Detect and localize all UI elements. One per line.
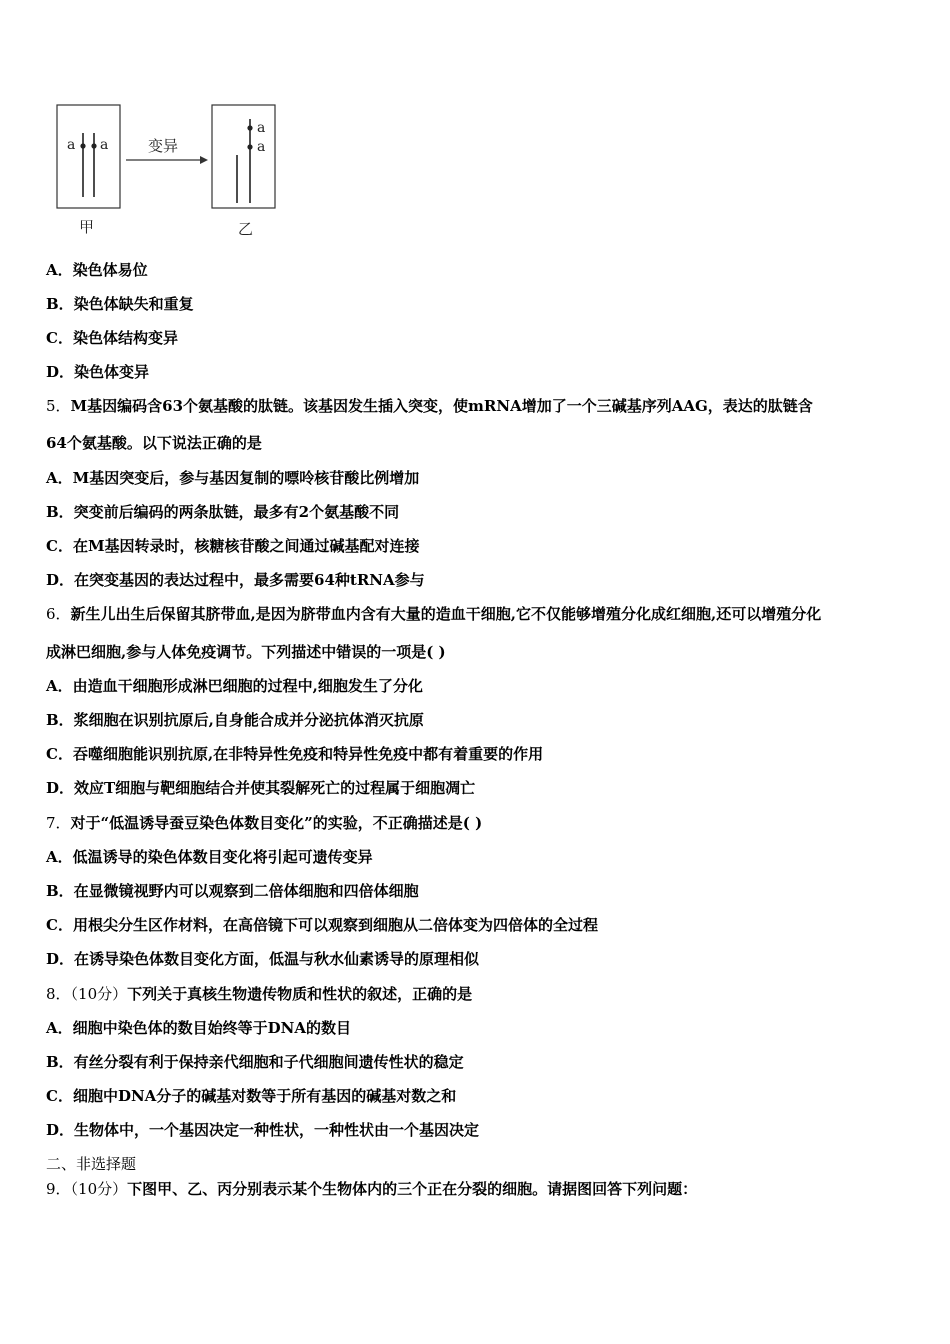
option-a: A．染色体易位 <box>46 261 148 279</box>
option-a: A．细胞中染色体的数目始终等于DNA的数目 <box>46 1019 351 1037</box>
question-6 <box>46 604 920 624</box>
question-text: M基因编码含63个氨基酸的肽链。该基因发生插入突变，使mRNA增加了一个三碱基序列AAG，表达的肽链含 <box>70 397 813 415</box>
allele-label: a <box>100 137 109 153</box>
allele-label: a <box>257 139 266 155</box>
option-b: B．染色体缺失和重复 <box>46 295 194 313</box>
option-c: C．在M基因转录时，核糖核苷酸之间通过碱基配对连接 <box>46 537 420 555</box>
option-d: D．染色体变异 <box>46 363 150 381</box>
question-number: 5． <box>46 397 71 415</box>
option-b: B．浆细胞在识别抗原后,自身能合成并分泌抗体消灭抗原 <box>46 711 424 729</box>
option-c: C．细胞中DNA分子的碱基对数等于所有基因的碱基对数之和 <box>46 1087 457 1105</box>
allele-dot-left-2 <box>91 143 96 148</box>
option-c: C．吞噬细胞能识别抗原,在非特异性免疫和特异性免疫中都有着重要的作用 <box>46 745 544 763</box>
option-d: D．效应T细胞与靶细胞结合并使其裂解死亡的过程属于细胞凋亡 <box>46 779 476 797</box>
question-text: 下图甲、乙、丙分别表示某个生物体内的三个正在分裂的细胞。请据图回答下列问题： <box>127 1180 698 1198</box>
allele-label: a <box>67 137 76 153</box>
allele-label: a <box>257 120 266 136</box>
question-text: 对于“低温诱导蚕豆染色体数目变化”的实验，不正确描述是( ) <box>70 814 483 832</box>
question-9 <box>46 1179 920 1199</box>
option-b: B．在显微镜视野内可以观察到二倍体细胞和四倍体细胞 <box>46 882 419 900</box>
question-5-cont: 64个氨基酸。以下说法正确的是 <box>46 434 262 452</box>
question-number: 7． <box>46 814 71 832</box>
question-text: 新生儿出生后保留其脐带血,是因为脐带血内含有大量的造血干细胞,它不仅能够增殖分化成红细胞,还可以增殖分化 <box>70 605 822 623</box>
option-d: D．生物体中，一个基因决定一种性状，一种性状由一个基因决定 <box>46 1121 480 1139</box>
question-text: 下列关于真核生物遗传物质和性状的叙述，正确的是 <box>127 985 473 1003</box>
cell-box-left <box>57 105 120 208</box>
option-c: C．用根尖分生区作材料，在高倍镜下可以观察到细胞从二倍体变为四倍体的全过程 <box>46 916 598 934</box>
option-b: B．有丝分裂有利于保持亲代细胞和子代细胞间遗传性状的稳定 <box>46 1053 464 1071</box>
question-number: 6． <box>46 605 71 623</box>
cell-box-right <box>212 105 275 208</box>
allele-dot-right-1 <box>247 125 252 130</box>
chromosome-variation-figure <box>50 95 290 245</box>
option-a: A．低温诱导的染色体数目变化将引起可遗传变异 <box>46 848 373 866</box>
allele-dot-left-1 <box>80 143 85 148</box>
section-heading: 二、非选择题 <box>46 1155 137 1173</box>
option-a: A．M基因突变后，参与基因复制的嘌呤核苷酸比例增加 <box>46 469 420 487</box>
option-b: B．突变前后编码的两条肽链，最多有2个氨基酸不同 <box>46 503 400 521</box>
figure-label-right: 乙 <box>238 220 254 238</box>
question-7 <box>46 813 920 833</box>
figure-label-left: 甲 <box>79 218 95 236</box>
variation-arrow-head <box>200 156 208 164</box>
question-number: 9．（10分） <box>46 1180 128 1198</box>
allele-dot-right-2 <box>247 144 252 149</box>
arrow-label: 变异 <box>148 137 179 155</box>
question-number: 8．（10分） <box>46 985 128 1003</box>
question-8 <box>46 984 920 1004</box>
option-d: D．在诱导染色体数目变化方面，低温与秋水仙素诱导的原理相似 <box>46 950 480 968</box>
option-a: A．由造血干细胞形成淋巴细胞的过程中,细胞发生了分化 <box>46 677 423 695</box>
question-5 <box>46 396 920 416</box>
question-6-cont: 成淋巴细胞,参与人体免疫调节。下列描述中错误的一项是( ) <box>46 643 446 661</box>
option-c: C．染色体结构变异 <box>46 329 178 347</box>
option-d: D．在突变基因的表达过程中，最多需要64种tRNA参与 <box>46 571 425 589</box>
